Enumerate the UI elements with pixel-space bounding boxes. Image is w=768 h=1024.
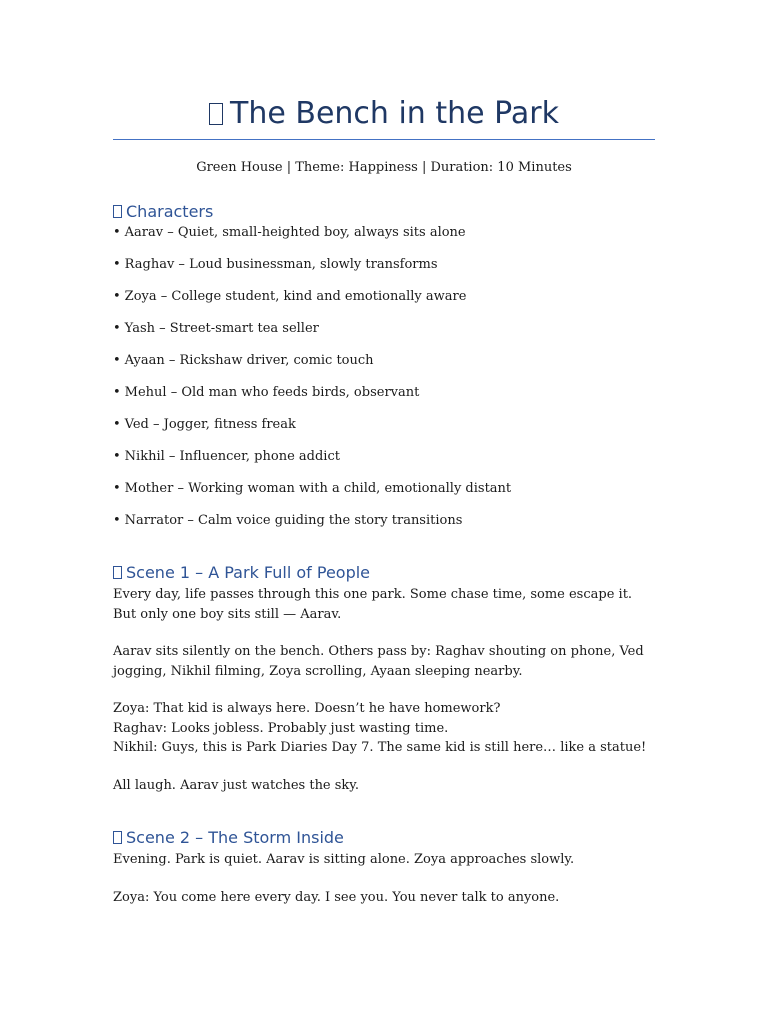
bullet-icon: • [113, 289, 121, 304]
list-item [113, 448, 655, 466]
bullet-icon: • [113, 449, 121, 464]
dialogue-line: Nikhil: Guys, this is Park Diaries Day 7. The same kid is still here… like a statue! [113, 740, 647, 755]
character-entry: Ayaan – Rickshaw driver, comic touch [124, 353, 374, 368]
missing-glyph-icon [113, 831, 122, 844]
document-subtitle: Green House | Theme: Happiness | Duration: 10 Minutes [196, 160, 572, 175]
scene1-dialogue [113, 699, 655, 758]
character-entry: Yash – Street-smart tea seller [124, 321, 319, 336]
scene1-action: Aarav sits silently on the bench. Others pass by: Raghav shouting on phone, Ved jogging, Nikhil filming, Zoya scrolling, Ayaan sleeping nearby. [113, 644, 644, 679]
character-entry: Mother – Working woman with a child, emotionally distant [124, 481, 512, 496]
scene1-closing: All laugh. Aarav just watches the sky. [113, 777, 360, 793]
bullet-icon: • [113, 417, 121, 432]
bullet-icon: • [113, 353, 121, 368]
bullet-icon: • [113, 321, 121, 336]
scene2-heading [113, 828, 655, 848]
character-entry: Ved – Jogger, fitness freak [124, 417, 296, 432]
document-page [113, 0, 655, 907]
list-item [113, 288, 655, 306]
list-item [113, 352, 655, 370]
dialogue-line: Raghav: Looks jobless. Probably just wasting time. [113, 720, 449, 736]
list-item [113, 224, 655, 242]
characters-heading-text: Characters [126, 202, 214, 221]
scene1-heading-text: Scene 1 – A Park Full of People [126, 563, 371, 582]
scene1-heading [113, 563, 655, 583]
characters-list [113, 224, 655, 530]
character-entry: Aarav – Quiet, small-heighted boy, always sits alone [124, 225, 466, 240]
dialogue-line: Zoya: That kid is always here. Doesn’t he have homework? [113, 701, 501, 716]
character-entry: Nikhil – Influencer, phone addict [124, 449, 340, 464]
bullet-icon: • [113, 481, 121, 496]
character-entry: Narrator – Calm voice guiding the story transitions [124, 513, 463, 528]
list-item [113, 416, 655, 434]
list-item [113, 480, 655, 498]
list-item [113, 320, 655, 338]
missing-glyph-icon [209, 103, 223, 125]
list-item [113, 384, 655, 402]
scene2-heading-text: Scene 2 – The Storm Inside [126, 828, 344, 847]
scene2-action: Evening. Park is quiet. Aarav is sitting alone. Zoya approaches slowly. [113, 852, 575, 867]
list-item [113, 512, 655, 530]
title-divider [113, 139, 655, 140]
document-title [113, 95, 655, 133]
document-title-text: The Bench in the Park [230, 96, 559, 131]
missing-glyph-icon [113, 566, 122, 579]
character-entry: Raghav – Loud businessman, slowly transforms [124, 257, 438, 272]
bullet-icon: • [113, 257, 121, 272]
bullet-icon: • [113, 513, 121, 528]
scene2-dialogue: Zoya: You come here every day. I see you. You never talk to anyone. [113, 889, 560, 905]
character-entry: Zoya – College student, kind and emotionally aware [124, 289, 467, 304]
characters-heading [113, 202, 655, 222]
list-item [113, 256, 655, 274]
missing-glyph-icon [113, 205, 122, 218]
character-entry: Mehul – Old man who feeds birds, observant [124, 385, 420, 400]
bullet-icon: • [113, 385, 121, 400]
scene1-narration: Every day, life passes through this one park. Some chase time, some escape it. But only one boy sits still — Aarav. [113, 587, 633, 622]
bullet-icon: • [113, 225, 121, 240]
